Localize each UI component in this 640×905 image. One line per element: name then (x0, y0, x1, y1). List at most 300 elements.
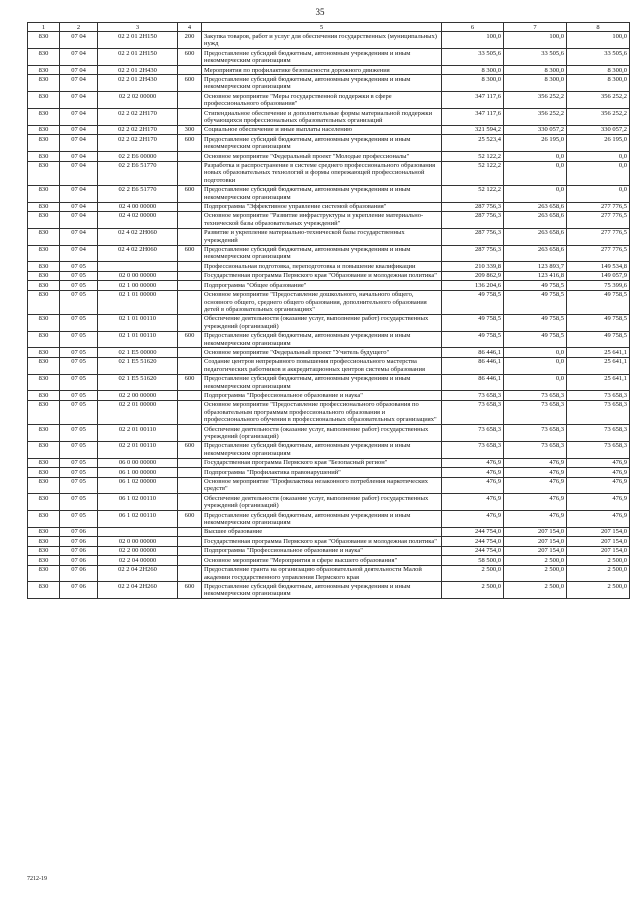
target-article-cell: 06 1 02 00000 (98, 477, 178, 494)
expense-type-cell (178, 348, 202, 357)
table-row (28, 66, 630, 75)
section-code-cell: 07 05 (60, 391, 98, 400)
description-cell: Предоставление субсидий бюджетным, автономным учреждениям и иным некоммерческим организациям (202, 582, 442, 599)
target-article-cell: 02 1 Е5 51620 (98, 374, 178, 391)
amount-year-1-cell: 244 754,0 (442, 537, 504, 546)
admin-code-cell: 830 (28, 125, 60, 134)
amount-year-1-cell: 100,0 (442, 32, 504, 49)
section-code-cell: 07 06 (60, 556, 98, 565)
description-cell: Подпрограмма "Профессиональное образование и наука" (202, 391, 442, 400)
amount-year-2-cell: 263 658,6 (504, 202, 567, 211)
amount-year-2-cell: 476,9 (504, 458, 567, 467)
section-code-cell: 07 04 (60, 135, 98, 152)
expense-type-cell: 600 (178, 245, 202, 262)
section-code-cell: 07 04 (60, 125, 98, 134)
amount-year-3-cell: 207 154,0 (567, 546, 630, 555)
expense-type-cell (178, 314, 202, 331)
admin-code-cell: 830 (28, 556, 60, 565)
amount-year-2-cell: 356 252,2 (504, 92, 567, 109)
expense-type-cell (178, 202, 202, 211)
amount-year-1-cell: 476,9 (442, 494, 504, 511)
amount-year-2-cell: 207 154,0 (504, 527, 567, 536)
amount-year-1-cell: 476,9 (442, 511, 504, 528)
amount-year-2-cell: 476,9 (504, 511, 567, 528)
expense-type-cell: 600 (178, 511, 202, 528)
description-cell: Обеспечение деятельности (оказание услуг, выполнение работ) государственных учреждений (организаций) (202, 425, 442, 442)
amount-year-2-cell: 2 500,0 (504, 582, 567, 599)
amount-year-1-cell: 287 756,3 (442, 202, 504, 211)
amount-year-1-cell: 73 658,3 (442, 425, 504, 442)
amount-year-3-cell: 277 776,5 (567, 228, 630, 245)
target-article-cell: 02 2 Е6 00000 (98, 152, 178, 161)
amount-year-3-cell: 73 658,3 (567, 400, 630, 424)
admin-code-cell: 830 (28, 314, 60, 331)
table-row (28, 565, 630, 582)
expense-type-cell (178, 211, 202, 228)
target-article-cell: 02 1 Е5 00000 (98, 348, 178, 357)
amount-year-3-cell: 149 057,9 (567, 271, 630, 280)
table-row (28, 582, 630, 599)
expense-type-cell: 600 (178, 582, 202, 599)
admin-code-cell: 830 (28, 290, 60, 314)
section-code-cell: 07 06 (60, 527, 98, 536)
expense-type-cell (178, 290, 202, 314)
table-row (28, 348, 630, 357)
amount-year-3-cell: 476,9 (567, 468, 630, 477)
table-row (28, 314, 630, 331)
amount-year-2-cell: 263 658,6 (504, 245, 567, 262)
section-code-cell: 07 04 (60, 202, 98, 211)
target-article-cell: 06 1 02 00110 (98, 494, 178, 511)
amount-year-3-cell: 330 057,2 (567, 125, 630, 134)
expense-type-cell (178, 565, 202, 582)
column-number-5: 5 (202, 23, 442, 32)
section-code-cell: 07 05 (60, 331, 98, 348)
expense-type-cell: 600 (178, 49, 202, 66)
amount-year-3-cell: 0,0 (567, 185, 630, 202)
description-cell: Предоставление субсидий бюджетным, автономным учреждениям и иным некоммерческим организациям (202, 75, 442, 92)
amount-year-2-cell: 263 658,6 (504, 228, 567, 245)
description-cell: Стипендиальное обеспечение и дополнительные формы материальной поддержки обучающихся профессиональных образовательных организаций (202, 109, 442, 126)
amount-year-1-cell: 86 446,1 (442, 348, 504, 357)
amount-year-2-cell: 8 300,0 (504, 66, 567, 75)
amount-year-1-cell: 58 500,0 (442, 556, 504, 565)
section-code-cell: 07 04 (60, 32, 98, 49)
amount-year-1-cell: 73 658,3 (442, 391, 504, 400)
admin-code-cell: 830 (28, 331, 60, 348)
amount-year-1-cell: 287 756,3 (442, 245, 504, 262)
table-row (28, 211, 630, 228)
expense-type-cell (178, 271, 202, 280)
admin-code-cell: 830 (28, 537, 60, 546)
table-row (28, 374, 630, 391)
target-article-cell: 02 2 02 2Н170 (98, 135, 178, 152)
table-row (28, 92, 630, 109)
amount-year-3-cell: 26 195,0 (567, 135, 630, 152)
amount-year-1-cell: 52 122,2 (442, 185, 504, 202)
admin-code-cell: 830 (28, 441, 60, 458)
expense-type-cell: 600 (178, 75, 202, 92)
description-cell: Предоставление субсидий бюджетным, автономным учреждениям и иным некоммерческим организациям (202, 374, 442, 391)
target-article-cell: 02 2 02 2Н170 (98, 125, 178, 134)
amount-year-3-cell: 49 758,5 (567, 290, 630, 314)
expense-type-cell: 200 (178, 32, 202, 49)
target-article-cell: 02 2 00 00000 (98, 391, 178, 400)
expense-type-cell (178, 468, 202, 477)
description-cell: Основное мероприятие "Предоставление дошкольного, начального общего, основного общего, среднего общего образования, дополнительного образования детей в образовательных организациях" (202, 290, 442, 314)
admin-code-cell: 830 (28, 245, 60, 262)
description-cell: Разработка и распространение в системе среднего профессионального образования новых образовательных технологий и формы опережающей профессиональной подготовки (202, 161, 442, 185)
target-article-cell: 02 0 00 00000 (98, 271, 178, 280)
description-cell: Государственная программа Пермского края "Образование и молодежная политика" (202, 537, 442, 546)
amount-year-3-cell: 277 776,5 (567, 202, 630, 211)
column-number-2: 2 (60, 23, 98, 32)
table-row (28, 32, 630, 49)
admin-code-cell: 830 (28, 425, 60, 442)
admin-code-cell: 830 (28, 49, 60, 66)
description-cell: Государственная программа Пермского края "Образование и молодежная политика" (202, 271, 442, 280)
table-row (28, 135, 630, 152)
section-code-cell: 07 04 (60, 211, 98, 228)
column-number-8: 8 (567, 23, 630, 32)
amount-year-1-cell: 49 758,5 (442, 290, 504, 314)
target-article-cell: 06 0 00 00000 (98, 458, 178, 467)
target-article-cell: 02 2 01 2Н430 (98, 66, 178, 75)
target-article-cell: 02 4 02 2Н060 (98, 245, 178, 262)
target-article-cell: 02 2 01 00110 (98, 441, 178, 458)
amount-year-1-cell: 476,9 (442, 477, 504, 494)
target-article-cell: 02 2 Е6 51770 (98, 185, 178, 202)
column-number-3: 3 (98, 23, 178, 32)
expense-type-cell: 600 (178, 374, 202, 391)
amount-year-2-cell: 0,0 (504, 348, 567, 357)
description-cell: Основное мероприятие "Меры государственной поддержки в сфере профессионального образования" (202, 92, 442, 109)
amount-year-1-cell: 8 300,0 (442, 66, 504, 75)
table-row (28, 245, 630, 262)
expense-type-cell (178, 556, 202, 565)
table-row (28, 262, 630, 271)
target-article-cell: 02 2 01 00000 (98, 400, 178, 424)
target-article-cell: 02 2 02 00000 (98, 92, 178, 109)
amount-year-2-cell: 0,0 (504, 161, 567, 185)
table-row (28, 75, 630, 92)
description-cell: Предоставление субсидий бюджетным, автономным учреждениям и иным некоммерческим организациям (202, 245, 442, 262)
admin-code-cell: 830 (28, 185, 60, 202)
amount-year-3-cell: 356 252,2 (567, 109, 630, 126)
admin-code-cell: 830 (28, 211, 60, 228)
expense-type-cell (178, 281, 202, 290)
section-code-cell: 07 05 (60, 468, 98, 477)
admin-code-cell: 830 (28, 109, 60, 126)
amount-year-1-cell: 244 754,0 (442, 527, 504, 536)
admin-code-cell: 830 (28, 468, 60, 477)
admin-code-cell: 830 (28, 135, 60, 152)
admin-code-cell: 830 (28, 357, 60, 374)
amount-year-3-cell: 476,9 (567, 494, 630, 511)
expense-type-cell (178, 425, 202, 442)
description-cell: Предоставление субсидий бюджетным, автономным учреждениям и иным некоммерческим организациям (202, 49, 442, 66)
amount-year-3-cell: 2 500,0 (567, 582, 630, 599)
amount-year-2-cell: 263 658,6 (504, 211, 567, 228)
amount-year-3-cell: 476,9 (567, 511, 630, 528)
amount-year-2-cell: 476,9 (504, 494, 567, 511)
admin-code-cell: 830 (28, 228, 60, 245)
amount-year-2-cell: 207 154,0 (504, 537, 567, 546)
page-number: 35 (315, 7, 325, 17)
amount-year-3-cell: 8 300,0 (567, 75, 630, 92)
table-row (28, 556, 630, 565)
admin-code-cell: 830 (28, 152, 60, 161)
section-code-cell: 07 05 (60, 400, 98, 424)
column-number-row (28, 23, 630, 32)
amount-year-3-cell: 25 641,1 (567, 374, 630, 391)
expense-type-cell (178, 458, 202, 467)
amount-year-2-cell: 73 658,3 (504, 400, 567, 424)
amount-year-2-cell: 0,0 (504, 152, 567, 161)
amount-year-3-cell: 0,0 (567, 152, 630, 161)
amount-year-3-cell: 356 252,2 (567, 92, 630, 109)
amount-year-1-cell: 136 204,6 (442, 281, 504, 290)
description-cell: Профессиональная подготовка, переподготовка и повышение квалификации (202, 262, 442, 271)
table-row (28, 511, 630, 528)
amount-year-2-cell: 123 893,7 (504, 262, 567, 271)
amount-year-3-cell: 73 658,3 (567, 425, 630, 442)
section-code-cell: 07 04 (60, 161, 98, 185)
section-code-cell: 07 05 (60, 458, 98, 467)
table-row (28, 527, 630, 536)
section-code-cell: 07 05 (60, 271, 98, 280)
admin-code-cell: 830 (28, 565, 60, 582)
expense-type-cell (178, 477, 202, 494)
description-cell: Основное мероприятие "Предоставление профессионального образования по образовательным программам профессионального образования и профессионального обучения в профессиональных образовательных организациях" (202, 400, 442, 424)
expense-type-cell (178, 391, 202, 400)
amount-year-3-cell: 149 534,8 (567, 262, 630, 271)
amount-year-1-cell: 2 500,0 (442, 582, 504, 599)
amount-year-1-cell: 49 758,5 (442, 314, 504, 331)
target-article-cell: 02 2 01 2Н430 (98, 75, 178, 92)
amount-year-2-cell: 330 057,2 (504, 125, 567, 134)
description-cell: Обеспечение деятельности (оказание услуг, выполнение работ) государственных учреждений (организаций) (202, 314, 442, 331)
column-number-6: 6 (442, 23, 504, 32)
section-code-cell: 07 05 (60, 511, 98, 528)
amount-year-2-cell: 49 758,5 (504, 290, 567, 314)
amount-year-3-cell: 49 758,5 (567, 331, 630, 348)
expense-type-cell (178, 66, 202, 75)
section-code-cell: 07 04 (60, 109, 98, 126)
table-row (28, 546, 630, 555)
amount-year-1-cell: 476,9 (442, 458, 504, 467)
section-code-cell: 07 04 (60, 75, 98, 92)
amount-year-1-cell: 287 756,3 (442, 211, 504, 228)
section-code-cell: 07 04 (60, 228, 98, 245)
target-article-cell: 02 1 01 00000 (98, 290, 178, 314)
column-number-1: 1 (28, 23, 60, 32)
expense-type-cell (178, 494, 202, 511)
amount-year-3-cell: 2 500,0 (567, 565, 630, 582)
table-row (28, 441, 630, 458)
amount-year-1-cell: 347 117,6 (442, 109, 504, 126)
description-cell: Основное мероприятие "Профилактика незаконного потребления наркотических средств" (202, 477, 442, 494)
column-number-4: 4 (178, 23, 202, 32)
target-article-cell: 02 4 00 00000 (98, 202, 178, 211)
target-article-cell: 06 1 00 00000 (98, 468, 178, 477)
admin-code-cell: 830 (28, 32, 60, 49)
description-cell: Обеспечение деятельности (оказание услуг, выполнение работ) государственных учреждений (организаций) (202, 494, 442, 511)
section-code-cell: 07 05 (60, 281, 98, 290)
table-row (28, 49, 630, 66)
amount-year-2-cell: 33 505,6 (504, 49, 567, 66)
admin-code-cell: 830 (28, 374, 60, 391)
amount-year-2-cell: 100,0 (504, 32, 567, 49)
amount-year-1-cell: 347 117,6 (442, 92, 504, 109)
admin-code-cell: 830 (28, 582, 60, 599)
amount-year-3-cell: 2 500,0 (567, 556, 630, 565)
amount-year-1-cell: 33 505,6 (442, 49, 504, 66)
admin-code-cell: 830 (28, 202, 60, 211)
expense-type-cell (178, 527, 202, 536)
amount-year-2-cell: 207 154,0 (504, 546, 567, 555)
budget-table (27, 22, 630, 599)
amount-year-3-cell: 476,9 (567, 477, 630, 494)
amount-year-3-cell: 25 641,1 (567, 348, 630, 357)
amount-year-3-cell: 207 154,0 (567, 527, 630, 536)
table-row (28, 228, 630, 245)
description-cell: Создание центров непрерывного повышения профессионального мастерства педагогических работников и аккредитационных центров системы образования (202, 357, 442, 374)
amount-year-3-cell: 100,0 (567, 32, 630, 49)
expense-type-cell (178, 109, 202, 126)
description-cell: Основное мероприятие "Федеральный проект "Учитель будущего" (202, 348, 442, 357)
description-cell: Социальное обеспечение и иные выплаты населению (202, 125, 442, 134)
admin-code-cell: 830 (28, 348, 60, 357)
amount-year-2-cell: 73 658,3 (504, 441, 567, 458)
amount-year-3-cell: 73 658,3 (567, 391, 630, 400)
table-row (28, 494, 630, 511)
target-article-cell (98, 527, 178, 536)
section-code-cell: 07 04 (60, 152, 98, 161)
table-row (28, 125, 630, 134)
admin-code-cell: 830 (28, 262, 60, 271)
amount-year-3-cell: 476,9 (567, 458, 630, 467)
table-row (28, 400, 630, 424)
amount-year-2-cell: 49 758,5 (504, 331, 567, 348)
target-article-cell: 02 2 04 00000 (98, 556, 178, 565)
admin-code-cell: 830 (28, 391, 60, 400)
amount-year-3-cell: 277 776,5 (567, 211, 630, 228)
description-cell: Предоставление субсидий бюджетным, автономным учреждениям и иным некоммерческим организациям (202, 185, 442, 202)
amount-year-1-cell: 209 862,9 (442, 271, 504, 280)
amount-year-2-cell: 73 658,3 (504, 391, 567, 400)
table-row (28, 185, 630, 202)
description-cell: Закупка товаров, работ и услуг для обеспечения государственных (муниципальных) нужд (202, 32, 442, 49)
admin-code-cell: 830 (28, 494, 60, 511)
table-row (28, 331, 630, 348)
description-cell: Развитие и укрепление материально-технической базы государственных учреждений (202, 228, 442, 245)
target-article-cell: 02 1 Е5 51620 (98, 357, 178, 374)
amount-year-1-cell: 49 758,5 (442, 331, 504, 348)
target-article-cell: 02 0 00 00000 (98, 537, 178, 546)
description-cell: Предоставление субсидий бюджетным, автономным учреждениям и иным некоммерческим организациям (202, 331, 442, 348)
description-cell: Основное мероприятие "Мероприятия в сфере высшего образования" (202, 556, 442, 565)
section-code-cell: 07 06 (60, 546, 98, 555)
amount-year-2-cell: 0,0 (504, 185, 567, 202)
amount-year-1-cell: 476,9 (442, 468, 504, 477)
admin-code-cell: 830 (28, 477, 60, 494)
amount-year-2-cell: 0,0 (504, 374, 567, 391)
admin-code-cell: 830 (28, 546, 60, 555)
table-row (28, 468, 630, 477)
expense-type-cell (178, 537, 202, 546)
amount-year-2-cell: 8 300,0 (504, 75, 567, 92)
description-cell: Основное мероприятие "Федеральный проект "Молодые профессионалы" (202, 152, 442, 161)
expense-type-cell: 600 (178, 135, 202, 152)
section-code-cell: 07 05 (60, 425, 98, 442)
amount-year-1-cell: 2 500,0 (442, 565, 504, 582)
description-cell: Государственная программа Пермского края "Безопасный регион" (202, 458, 442, 467)
amount-year-2-cell: 123 416,8 (504, 271, 567, 280)
amount-year-2-cell: 2 500,0 (504, 565, 567, 582)
table-row (28, 357, 630, 374)
amount-year-3-cell: 207 154,0 (567, 537, 630, 546)
description-cell: Предоставление субсидий бюджетным, автономным учреждениям и иным некоммерческим организациям (202, 511, 442, 528)
table-row (28, 458, 630, 467)
amount-year-3-cell: 0,0 (567, 161, 630, 185)
amount-year-1-cell: 86 446,1 (442, 357, 504, 374)
expense-type-cell (178, 262, 202, 271)
section-code-cell: 07 05 (60, 357, 98, 374)
section-code-cell: 07 06 (60, 537, 98, 546)
target-article-cell: 02 2 01 2Н150 (98, 49, 178, 66)
amount-year-1-cell: 73 658,3 (442, 441, 504, 458)
amount-year-3-cell: 75 399,6 (567, 281, 630, 290)
amount-year-2-cell: 356 252,2 (504, 109, 567, 126)
admin-code-cell: 830 (28, 271, 60, 280)
expense-type-cell (178, 400, 202, 424)
description-cell: Подпрограмма "Общее образование" (202, 281, 442, 290)
amount-year-1-cell: 244 754,0 (442, 546, 504, 555)
target-article-cell: 02 2 02 2Н170 (98, 109, 178, 126)
table-row (28, 290, 630, 314)
expense-type-cell: 600 (178, 331, 202, 348)
expense-type-cell: 600 (178, 185, 202, 202)
amount-year-1-cell: 210 339,8 (442, 262, 504, 271)
amount-year-2-cell: 49 758,5 (504, 281, 567, 290)
amount-year-2-cell: 26 195,0 (504, 135, 567, 152)
target-article-cell: 02 2 04 2Н260 (98, 582, 178, 599)
target-article-cell (98, 262, 178, 271)
table-row (28, 281, 630, 290)
target-article-cell: 02 2 01 00110 (98, 425, 178, 442)
expense-type-cell: 300 (178, 125, 202, 134)
section-code-cell: 07 05 (60, 348, 98, 357)
table-row (28, 477, 630, 494)
table-row (28, 537, 630, 546)
expense-type-cell (178, 152, 202, 161)
amount-year-3-cell: 73 658,3 (567, 441, 630, 458)
section-code-cell: 07 05 (60, 314, 98, 331)
section-code-cell: 07 06 (60, 582, 98, 599)
section-code-cell: 07 05 (60, 441, 98, 458)
target-article-cell: 02 4 02 2Н060 (98, 228, 178, 245)
description-cell: Мероприятия по профилактике безопасности дорожного движения (202, 66, 442, 75)
description-cell: Высшее образование (202, 527, 442, 536)
section-code-cell: 07 05 (60, 374, 98, 391)
amount-year-3-cell: 25 641,1 (567, 357, 630, 374)
admin-code-cell: 830 (28, 92, 60, 109)
table-row (28, 152, 630, 161)
table-row (28, 161, 630, 185)
section-code-cell: 07 05 (60, 494, 98, 511)
expense-type-cell (178, 161, 202, 185)
